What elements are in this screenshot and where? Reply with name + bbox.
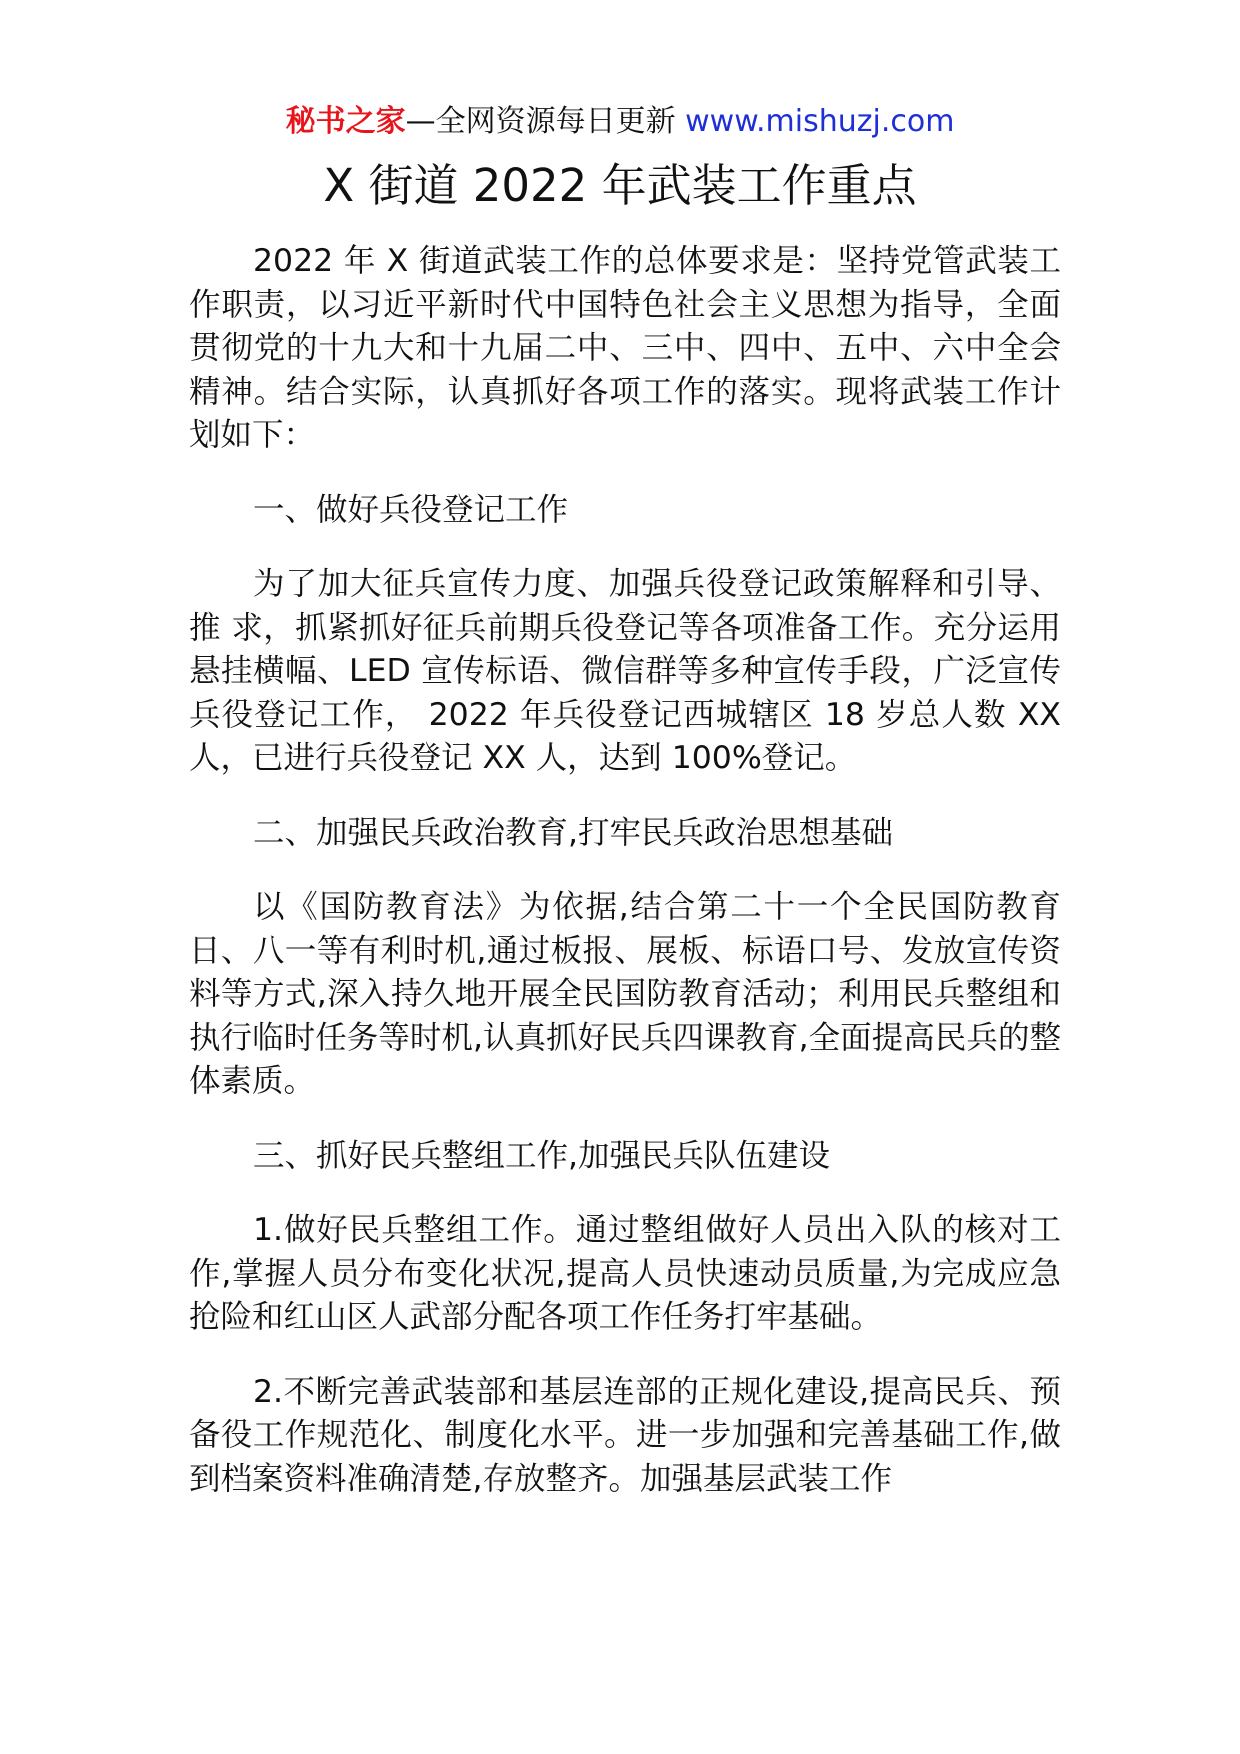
paragraph-item-1: 1.做好民兵整组工作。通过整组做好人员出入队的核对工作,掌握人员分布变化状况,提高人员快速动员质量,为完成应急抢险和红山区人武部分配各项工作任务打牢基础。: [189, 1212, 1061, 1335]
document-body: [189, 240, 1061, 1532]
paragraph-intro: 2022 年 X 街道武装工作的总体要求是：坚持党管武装工作职责，以习近平新时代中国特色社会主义思想为指导，全面贯彻党的十九大和十九届二中、三中、四中、五中、六中全会精神。结合实际，认真抓好各项工作的落实。现将武装工作计划如下：: [189, 243, 1061, 453]
site-header: [0, 100, 1240, 144]
paragraph-section-2: 以《国防教育法》为依据,结合第二十一个全民国防教育日、八一等有利时机,通过板报、展板、标语口号、发放宣传资料等方式,深入持久地开展全民国防教育活动；利用民兵整组和执行临时任务等时机,认真抓好民兵四课教育,全面提高民兵的整体素质。: [189, 889, 1061, 1099]
section-heading-3: 三、抓好民兵整组工作,加强民兵队伍建设: [253, 1137, 831, 1174]
paragraph-section-1: 为了加大征兵宣传力度、加强兵役登记政策解释和引导、推 求，抓紧抓好征兵前期兵役登记等各项准备工作。充分运用悬挂横幅、LED 宣传标语、微信群等多种宣传手段，广泛宣传兵役登记工作， 2022 年兵役登记西城辖区 18 岁总人数 XX 人，已进行兵役登记 XX 人，达到 100%登记。: [189, 566, 1061, 776]
section-heading-2: 二、加强民兵政治教育,打牢民兵政治思想基础: [253, 814, 894, 851]
paragraph-item-2: 2.不断完善武装部和基层连部的正规化建设,提高民兵、预备役工作规范化、制度化水平。进一步加强和完善基础工作,做到档案资料准确清楚,存放整齐。加强基层武装工作: [189, 1373, 1061, 1497]
section-heading-1: 一、做好兵役登记工作: [253, 491, 569, 528]
site-url[interactable]: www.mishuzj.com: [685, 104, 955, 139]
document-title: X 街道 2022 年武装工作重点: [323, 159, 917, 212]
header-slogan: —全网资源每日更新: [405, 104, 686, 139]
brand-name: 秘书之家: [285, 104, 406, 139]
